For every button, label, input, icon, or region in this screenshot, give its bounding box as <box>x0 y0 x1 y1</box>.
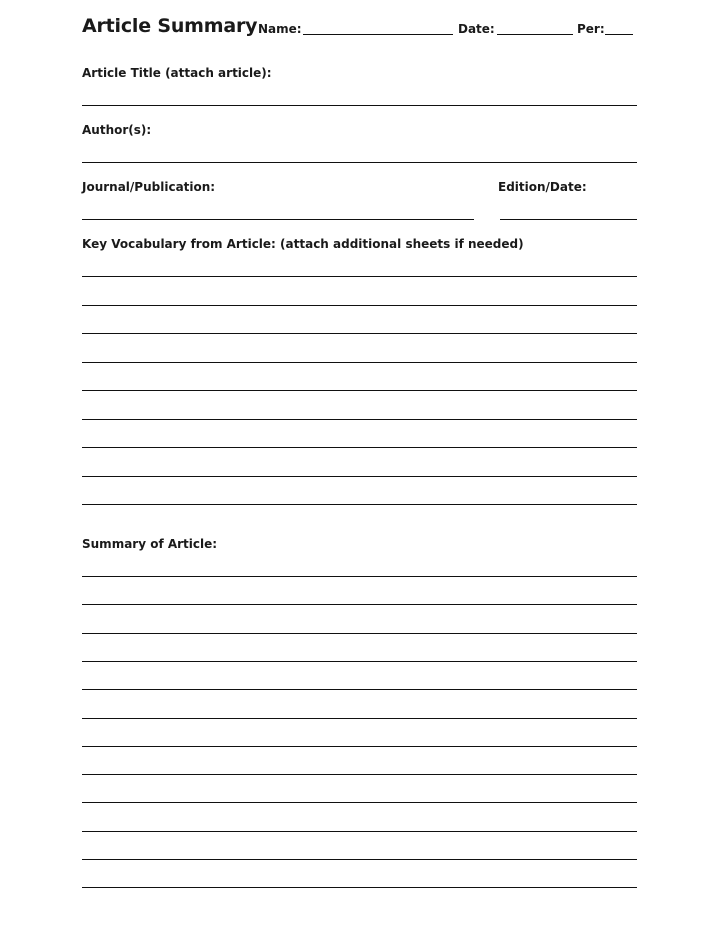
authors-blank[interactable] <box>82 162 637 163</box>
summary-line[interactable] <box>82 689 637 690</box>
page-title: Article Summary <box>82 15 258 37</box>
vocabulary-line[interactable] <box>82 476 637 477</box>
period-blank[interactable] <box>605 34 633 35</box>
summary-line[interactable] <box>82 859 637 860</box>
summary-label: Summary of Article: <box>82 537 218 551</box>
vocabulary-line[interactable] <box>82 447 637 448</box>
summary-line[interactable] <box>82 604 637 605</box>
journal-label: Journal/Publication: <box>82 180 216 194</box>
name-blank[interactable] <box>303 34 453 35</box>
article-title-label: Article Title (attach article): <box>82 66 272 80</box>
authors-label: Author(s): <box>82 123 152 137</box>
article-title-blank[interactable] <box>82 105 637 106</box>
name-label: Name: <box>258 22 302 36</box>
summary-line[interactable] <box>82 576 637 577</box>
vocabulary-line[interactable] <box>82 504 637 505</box>
vocabulary-line[interactable] <box>82 419 637 420</box>
edition-date-blank[interactable] <box>500 219 637 220</box>
vocabulary-line[interactable] <box>82 333 637 334</box>
summary-line[interactable] <box>82 774 637 775</box>
summary-line[interactable] <box>82 718 637 719</box>
journal-blank[interactable] <box>82 219 474 220</box>
vocabulary-line[interactable] <box>82 362 637 363</box>
edition-date-label: Edition/Date: <box>498 180 587 194</box>
summary-line[interactable] <box>82 802 637 803</box>
vocabulary-line[interactable] <box>82 390 637 391</box>
date-blank[interactable] <box>497 34 573 35</box>
summary-line[interactable] <box>82 746 637 747</box>
summary-line[interactable] <box>82 887 637 888</box>
date-label: Date: <box>458 22 495 36</box>
vocabulary-label: Key Vocabulary from Article: (attach additional sheets if needed) <box>82 237 524 251</box>
vocabulary-line[interactable] <box>82 305 637 306</box>
period-label: Per: <box>577 22 605 36</box>
summary-line[interactable] <box>82 633 637 634</box>
summary-line[interactable] <box>82 661 637 662</box>
summary-line[interactable] <box>82 831 637 832</box>
vocabulary-line[interactable] <box>82 276 637 277</box>
